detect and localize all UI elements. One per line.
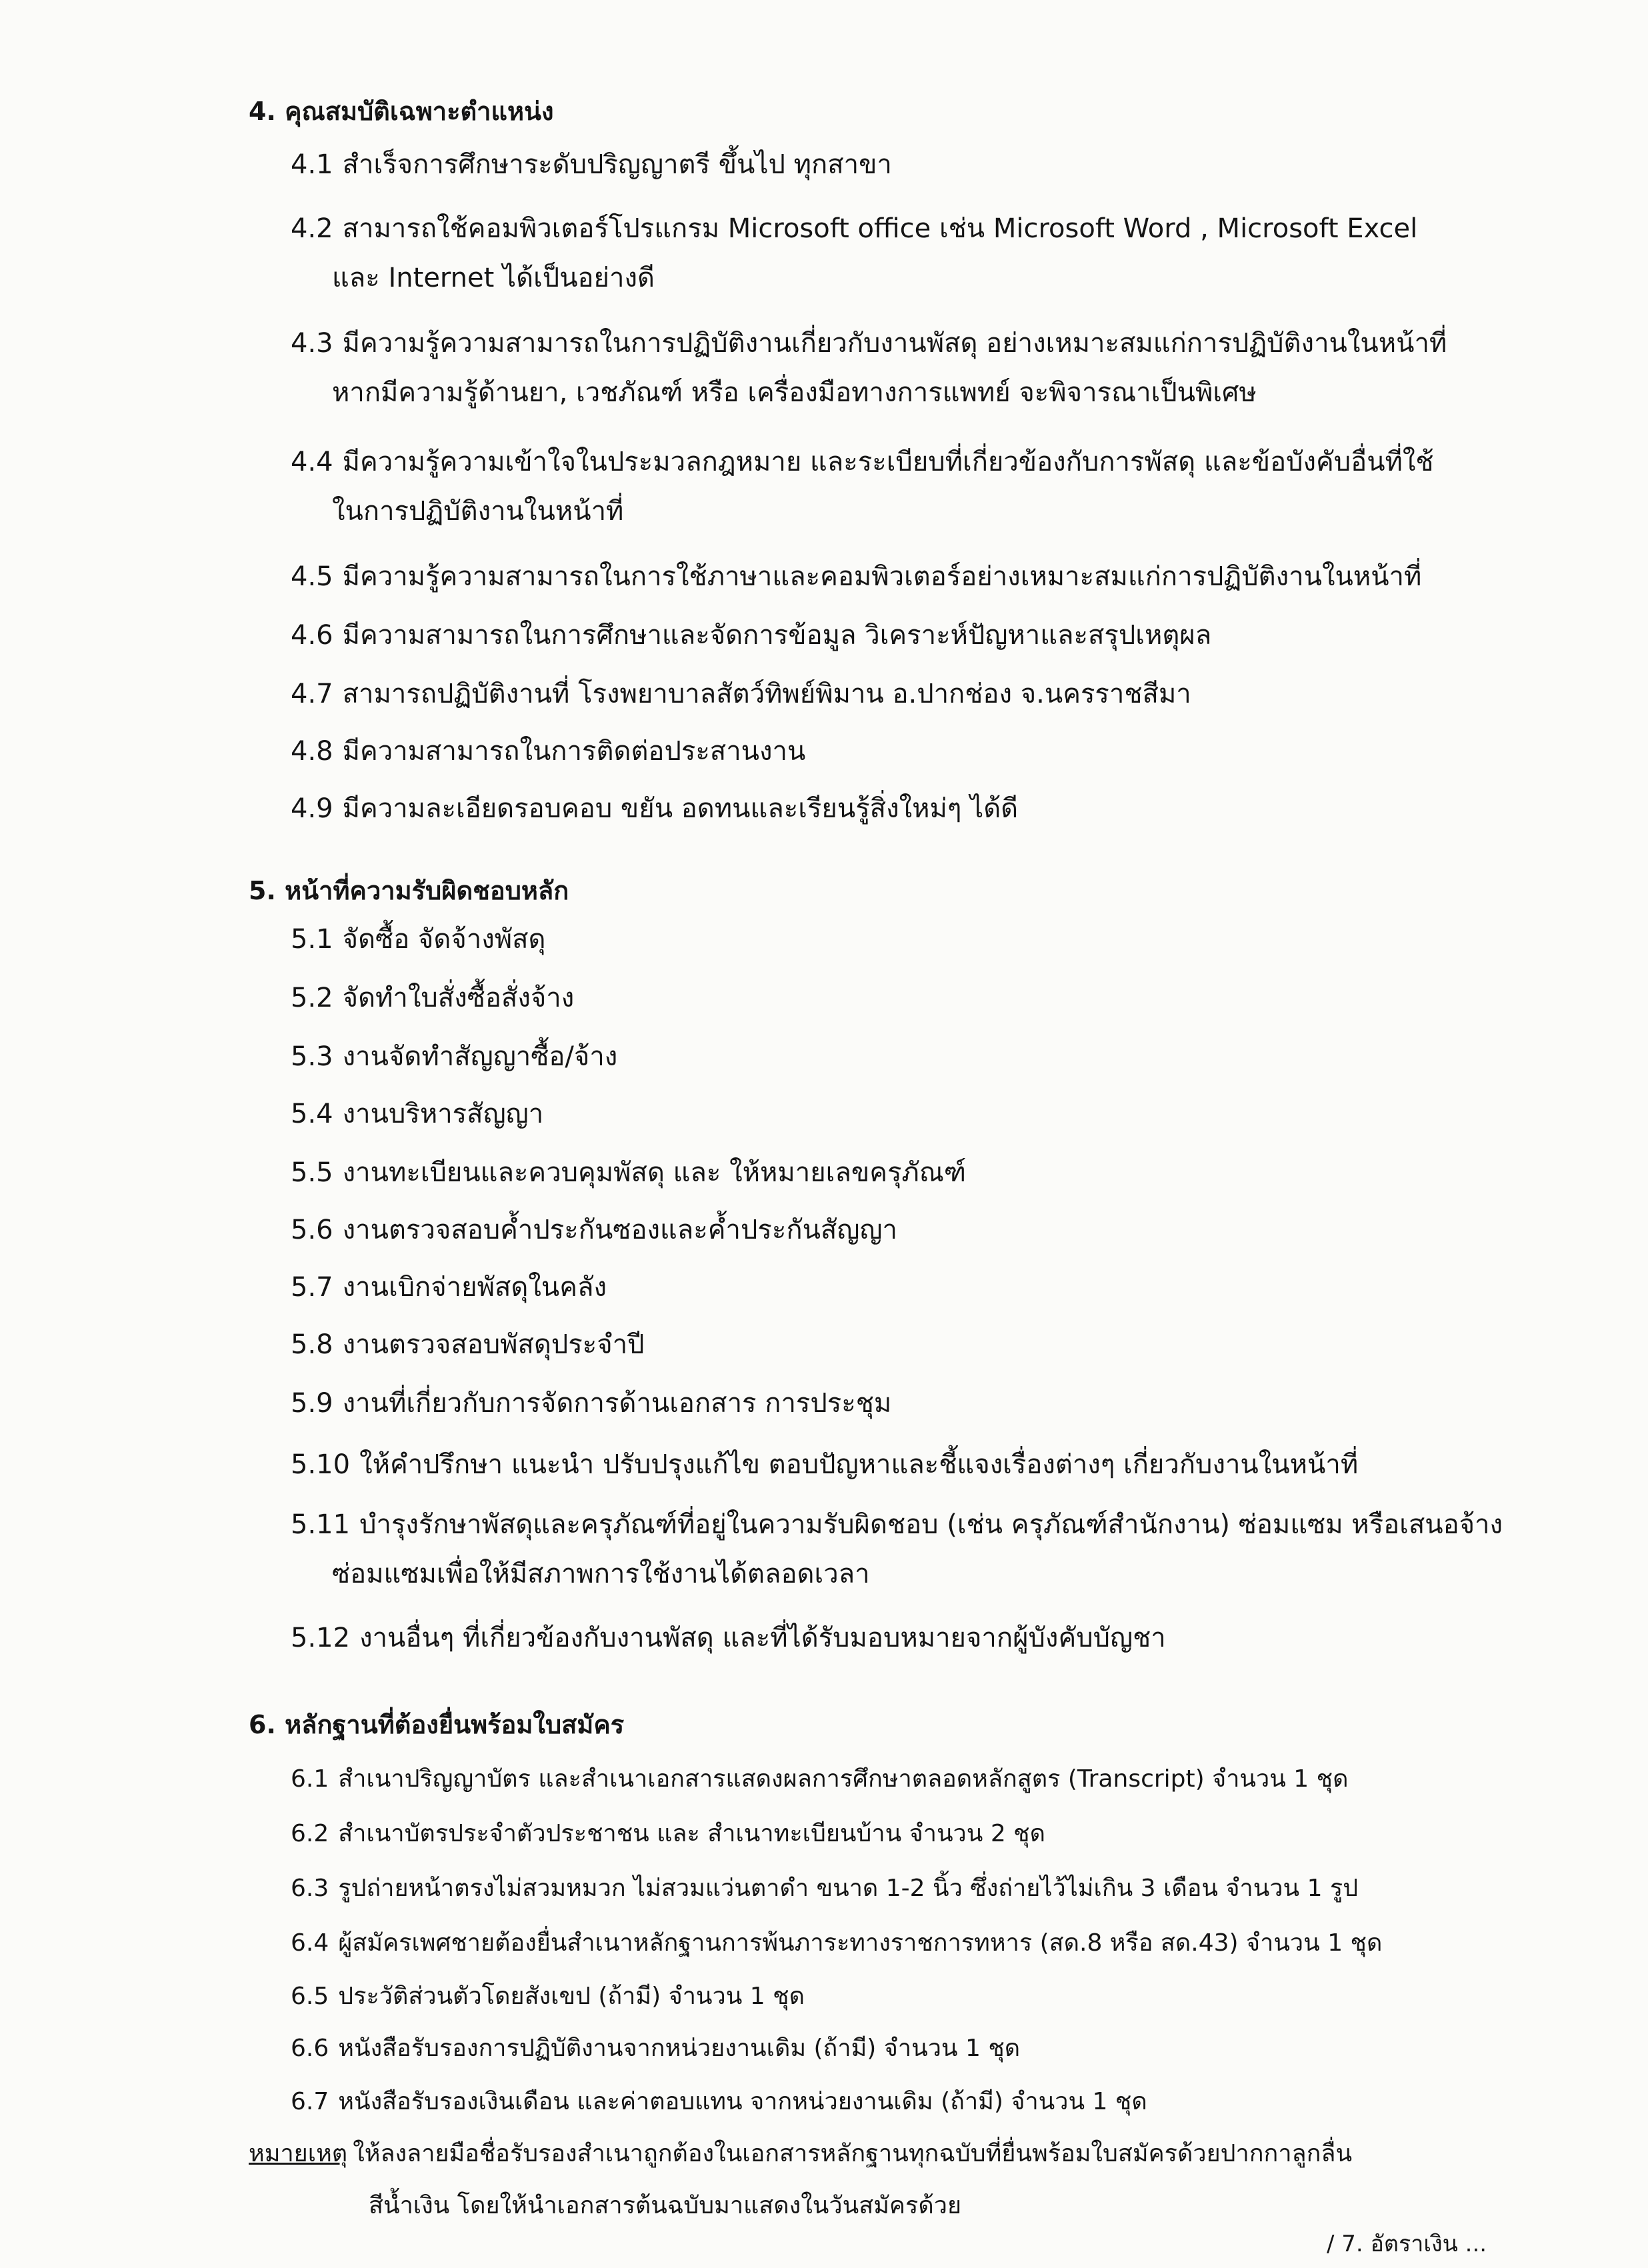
item-number: 4.3 [291,328,333,359]
item-number: 4.1 [291,149,333,180]
item-text: จัดทำใบสั่งซื้อสั่งจ้าง [342,983,575,1013]
item-text-continued: หากมีความรู้ด้านยา, เวชภัณฑ์ หรือ เครื่องมือทางการแพทย์ จะพิจารณาเป็นพิเศษ [332,377,1257,408]
item-text: มีความสามารถในการศึกษาและจัดการข้อมูล วิเคราะห์ปัญหาและสรุปเหตุผล [342,620,1212,651]
item-text-continued: และ Internet ได้เป็นอย่างดี [332,263,655,293]
list-item-4-5 [291,552,1511,601]
item-text: สำเนาปริญญาบัตร และสำเนาเอกสารแสดงผลการศึกษาตลอดหลักสูตร (Transcript) จำนวน 1 ชุด [338,1765,1349,1793]
item-text: หนังสือรับรองการปฏิบัติงานจากหน่วยงานเดิม (ถ้ามี) จำนวน 1 ชุด [338,2035,1021,2062]
list-item-5-10 [291,1440,1511,1489]
item-text-continued: ซ่อมแซมเพื่อให้มีสภาพการใช้งานได้ตลอดเวลา [332,1559,870,1589]
item-text: มีความรู้ความสามารถในการใช้ภาษาและคอมพิวเตอร์อย่างเหมาะสมแก่การปฏิบัติงานในหน้าที่ [342,561,1422,592]
item-number: 4.4 [291,447,333,477]
list-item-6-6 [291,2024,1511,2073]
list-item-6-1 [291,1755,1511,1804]
list-item-4-6 [291,611,1511,660]
item-text: ให้คำปรึกษา แนะนำ ปรับปรุงแก้ไข ตอบปัญหาและชี้แจงเรื่องต่างๆ เกี่ยวกับงานในหน้าที่ [359,1449,1359,1480]
list-item-5-2 [291,973,1511,1023]
item-text: สามารถใช้คอมพิวเตอร์โปรแกรม Microsoft office เช่น Microsoft Word , Microsoft Excel [342,213,1418,244]
list-item-4-9 [291,784,1511,833]
item-text: มีความรู้ความเข้าใจในประมวลกฎหมาย และระเบียบที่เกี่ยวข้องกับการพัสดุ และข้อบังคับอื่นที่ใช้ [342,447,1434,477]
remark-note [249,2128,1515,2232]
remark-label: หมายเหตุ [249,2140,348,2167]
item-text: ประวัติส่วนตัวโดยสังเขป (ถ้ามี) จำนวน 1 ชุด [338,1983,805,2010]
item-number: 6.3 [291,1875,329,1902]
item-text: งานที่เกี่ยวกับการจัดการด้านเอกสาร การประชุม [342,1388,892,1419]
item-text: ผู้สมัครเพศชายต้องยื่นสำเนาหลักฐานการพ้นภาระทางราชการทหาร (สด.8 หรือ สด.43) จำนวน 1 ชุด [338,1929,1383,1957]
list-item-4-3 [291,319,1511,417]
item-text: รูปถ่ายหน้าตรงไม่สวมหมวก ไม่สวมแว่นตาดำ ขนาด 1-2 นิ้ว ซึ่งถ่ายไว้ไม่เกิน 3 เดือน จำนวน 1 รูป [338,1875,1359,1902]
item-number: 5.4 [291,1099,333,1129]
list-item-5-8 [291,1320,1511,1369]
list-item-5-6 [291,1205,1511,1255]
list-item-6-7 [291,2077,1511,2127]
list-item-5-5 [291,1148,1511,1197]
list-item-5-1 [291,915,1511,964]
item-number: 4.9 [291,793,333,824]
item-number: 6.1 [291,1765,329,1793]
item-number: 5.1 [291,924,333,955]
list-item-6-4 [291,1919,1511,1968]
item-text: งานอื่นๆ ที่เกี่ยวข้องกับงานพัสดุ และที่ได้รับมอบหมายจากผู้บังคับบัญชา [359,1623,1166,1653]
list-item-6-2 [291,1809,1511,1859]
item-text: มีความสามารถในการติดต่อประสานงาน [342,736,806,767]
item-number: 5.7 [291,1272,333,1303]
item-text: งานตรวจสอบค้ำประกันซองและค้ำประกันสัญญา [342,1215,897,1245]
item-number: 5.9 [291,1388,333,1419]
item-text: หนังสือรับรองเงินเดือน และค่าตอบแทน จากหน่วยงานเดิม (ถ้ามี) จำนวน 1 ชุด [338,2088,1147,2115]
item-number: 6.5 [291,1983,329,2010]
section-4-title: 4. คุณสมบัติเฉพาะตำแหน่ง [249,97,554,126]
item-number: 4.7 [291,679,333,709]
list-item-5-9 [291,1379,1511,1428]
list-item-4-2 [291,204,1511,303]
item-number: 6.6 [291,2035,329,2062]
item-number: 5.2 [291,983,333,1013]
item-number: 4.2 [291,213,333,244]
item-text: สำเร็จการศึกษาระดับปริญญาตรี ขึ้นไป ทุกสาขา [342,149,892,180]
item-text: สำเนาบัตรประจำตัวประชาชน และ สำเนาทะเบียนบ้าน จำนวน 2 ชุด [338,1820,1045,1847]
item-number: 5.5 [291,1157,333,1188]
next-page-marker: / 7. อัตราเงิน ... [1327,2231,1487,2257]
item-number: 4.8 [291,736,333,767]
item-text: มีความละเอียดรอบคอบ ขยัน อดทนและเรียนรู้สิ่งใหม่ๆ ได้ดี [342,793,1019,824]
item-number: 5.3 [291,1041,333,1072]
item-text: สามารถปฏิบัติงานที่ โรงพยาบาลสัตว์ทิพย์พิมาน อ.ปากช่อง จ.นครราชสีมา [342,679,1191,709]
item-number: 5.8 [291,1329,333,1360]
item-text: จัดซื้อ จัดจ้างพัสดุ [342,924,546,955]
list-item-5-12 [291,1613,1511,1663]
section-6-title: 6. หลักฐานที่ต้องยื่นพร้อมใบสมัคร [249,1710,625,1739]
list-item-4-4 [291,437,1511,536]
item-text: งานเบิกจ่ายพัสดุในคลัง [342,1272,607,1303]
item-number: 4.6 [291,620,333,651]
list-item-5-4 [291,1089,1511,1139]
item-number: 5.12 [291,1623,351,1653]
item-text: มีความรู้ความสามารถในการปฏิบัติงานเกี่ยวกับงานพัสดุ อย่างเหมาะสมแก่การปฏิบัติงานในหน้าที่ [342,328,1447,359]
list-item-5-11 [291,1500,1511,1599]
item-number: 6.4 [291,1929,329,1957]
item-number: 5.6 [291,1215,333,1245]
item-text: บำรุงรักษาพัสดุและครุภัณฑ์ที่อยู่ในความรับผิดชอบ (เช่น ครุภัณฑ์สำนักงาน) ซ่อมแซม หรือเสนอจ้าง [359,1509,1503,1540]
remark-text: ให้ลงลายมือชื่อรับรองสำเนาถูกต้องในเอกสารหลักฐานทุกฉบับที่ยื่นพร้อมใบสมัครด้วยปากกาลูกลื่น [353,2140,1353,2167]
item-text: งานจัดทำสัญญาซื้อ/จ้าง [342,1041,618,1072]
list-item-5-7 [291,1263,1511,1312]
item-number: 5.11 [291,1509,351,1540]
item-text: งานทะเบียนและควบคุมพัสดุ และ ให้หมายเลขครุภัณฑ์ [342,1157,967,1188]
list-item-6-5 [291,1972,1511,2021]
item-number: 4.5 [291,561,333,592]
list-item-4-1 [291,140,1511,189]
list-item-5-3 [291,1032,1511,1081]
item-text: งานตรวจสอบพัสดุประจำปี [342,1329,645,1360]
remark-text-continued: สีน้ำเงิน โดยให้นำเอกสารต้นฉบับมาแสดงในวันสมัครด้วย [369,2192,962,2219]
list-item-4-7 [291,669,1511,719]
list-item-6-3 [291,1864,1511,1913]
item-number: 6.7 [291,2088,329,2115]
item-text: งานบริหารสัญญา [342,1099,544,1129]
section-5-title: 5. หน้าที่ความรับผิดชอบหลัก [249,876,569,905]
item-text-continued: ในการปฏิบัติงานในหน้าที่ [332,496,624,527]
list-item-4-8 [291,727,1511,776]
item-number: 6.2 [291,1820,329,1847]
item-number: 5.10 [291,1449,351,1480]
